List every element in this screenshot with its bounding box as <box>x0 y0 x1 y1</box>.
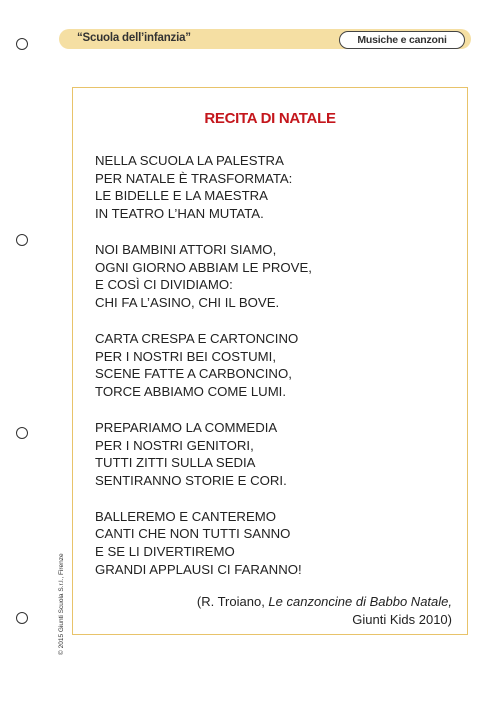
poem-line: LE BIDELLE E LA MAESTRA <box>95 188 268 204</box>
binder-hole <box>16 38 28 50</box>
header-category-label: Musiche e canzoni <box>339 31 465 49</box>
source-line-1 <box>140 593 452 611</box>
poem-line: BALLEREMO E CANTEREMO <box>95 508 276 524</box>
poem-line: TUTTI ZITTI SULLA SEDIA <box>95 455 256 471</box>
binder-hole <box>16 234 28 246</box>
source-author: (R. Troiano, <box>196 594 269 609</box>
poem-title: RECITA DI NATALE <box>204 110 336 127</box>
poem-line: PREPARIAMO LA COMMEDIA <box>95 419 278 435</box>
poem-line: NOI BAMBINI ATTORI SIAMO, <box>95 241 277 257</box>
poem-line: SCENE FATTE A CARBONCINO, <box>95 366 292 382</box>
poem-stanza <box>95 152 312 222</box>
poem-source <box>140 593 452 629</box>
poem-line: E COSÌ CI DIVIDIAMO: <box>95 277 233 293</box>
poem-line: TORCE ABBIAMO COME LUMI. <box>95 383 287 399</box>
source-work-title: Le canzoncine di Babbo Natale, <box>268 594 452 609</box>
poem-line: OGNI GIORNO ABBIAM LE PROVE, <box>95 259 312 275</box>
poem-line: CANTI CHE NON TUTTI SANNO <box>95 526 291 542</box>
poem-stanza <box>95 241 312 311</box>
copyright-notice: © 2015 Giunti Scuola S.r.l., Firenze <box>58 553 65 655</box>
poem-line: CARTA CRESPA E CARTONCINO <box>95 330 299 346</box>
poem-line: GRANDI APPLAUSI CI FARANNO! <box>95 561 302 577</box>
poem-stanza <box>95 330 312 400</box>
poem-body <box>95 152 312 597</box>
poem-stanza <box>95 508 312 578</box>
poem-line: IN TEATRO L’HAN MUTATA. <box>95 205 264 221</box>
binder-hole <box>16 427 28 439</box>
poem-line: PER NATALE È TRASFORMATA: <box>95 170 293 186</box>
header-section-label: “Scuola dell’infanzia” <box>77 32 191 44</box>
poem-line: PER I NOSTRI GENITORI, <box>95 437 254 453</box>
poem-line: PER I NOSTRI BEI COSTUMI, <box>95 348 276 364</box>
poem-stanza <box>95 419 312 489</box>
poem-line: SENTIRANNO STORIE E CORI. <box>95 472 287 488</box>
source-publisher: Giunti Kids 2010) <box>352 612 452 627</box>
poem-line: NELLA SCUOLA LA PALESTRA <box>95 153 284 168</box>
poem-line: E SE LI DIVERTIREMO <box>95 544 235 560</box>
poem-line: CHI FA L’ASINO, CHI IL BOVE. <box>95 294 280 310</box>
binder-hole <box>16 612 28 624</box>
